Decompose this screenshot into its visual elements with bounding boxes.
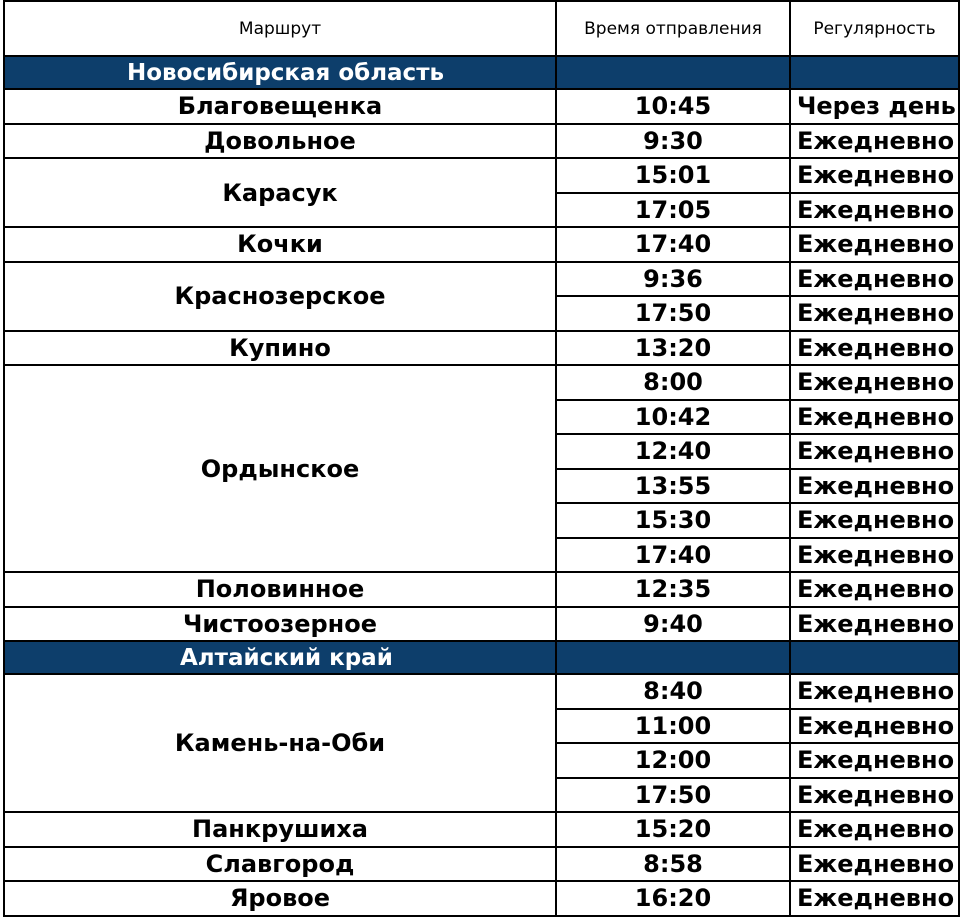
departure-time: 9:36 <box>556 262 790 297</box>
regularity: Ежедневно <box>790 743 959 778</box>
table-row <box>4 847 959 882</box>
departure-time: 8:00 <box>556 365 790 400</box>
schedule-body <box>4 56 959 916</box>
header-row <box>4 1 959 56</box>
route-name: Славгород <box>4 847 556 882</box>
departure-time: 17:40 <box>556 538 790 573</box>
regularity: Ежедневно <box>790 296 959 331</box>
regularity: Ежедневно <box>790 674 959 709</box>
regularity: Ежедневно <box>790 538 959 573</box>
departure-time: 17:50 <box>556 778 790 813</box>
regularity: Ежедневно <box>790 503 959 538</box>
table-row <box>4 262 959 297</box>
region-name: Алтайский край <box>4 641 556 674</box>
route-name: Купино <box>4 331 556 366</box>
departure-time: 10:45 <box>556 89 790 124</box>
table-row <box>4 881 959 916</box>
table-row <box>4 158 959 193</box>
regularity: Ежедневно <box>790 607 959 642</box>
route-name: Довольное <box>4 124 556 159</box>
region-row <box>4 641 959 674</box>
table-row <box>4 89 959 124</box>
departure-time: 12:35 <box>556 572 790 607</box>
regularity: Ежедневно <box>790 331 959 366</box>
table-row <box>4 812 959 847</box>
regularity: Ежедневно <box>790 812 959 847</box>
route-name: Кочки <box>4 227 556 262</box>
route-name: Благовещенка <box>4 89 556 124</box>
departure-time: 12:40 <box>556 434 790 469</box>
departure-time: 16:20 <box>556 881 790 916</box>
departure-time: 15:20 <box>556 812 790 847</box>
regularity-column-header: Регулярность <box>790 1 959 56</box>
regularity: Ежедневно <box>790 778 959 813</box>
route-name: Камень-на-Оби <box>4 674 556 812</box>
departure-time: 15:30 <box>556 503 790 538</box>
regularity: Ежедневно <box>790 881 959 916</box>
region-spacer <box>556 56 790 89</box>
departure-time: 10:42 <box>556 400 790 435</box>
regularity: Ежедневно <box>790 124 959 159</box>
departure-time: 17:50 <box>556 296 790 331</box>
regularity: Ежедневно <box>790 847 959 882</box>
table-row <box>4 572 959 607</box>
schedule-table <box>3 0 960 917</box>
regularity: Ежедневно <box>790 227 959 262</box>
departure-column-header: Время отправления <box>556 1 790 56</box>
regularity: Ежедневно <box>790 469 959 504</box>
table-row <box>4 674 959 709</box>
region-row <box>4 56 959 89</box>
departure-time: 17:05 <box>556 193 790 228</box>
regularity: Ежедневно <box>790 572 959 607</box>
departure-time: 8:58 <box>556 847 790 882</box>
route-name: Панкрушиха <box>4 812 556 847</box>
departure-time: 11:00 <box>556 709 790 744</box>
departure-time: 13:55 <box>556 469 790 504</box>
table-row <box>4 227 959 262</box>
regularity: Ежедневно <box>790 365 959 400</box>
route-name: Ордынское <box>4 365 556 572</box>
route-name: Половинное <box>4 572 556 607</box>
route-name: Яровое <box>4 881 556 916</box>
region-spacer <box>556 641 790 674</box>
departure-time: 17:40 <box>556 227 790 262</box>
route-name: Чистоозерное <box>4 607 556 642</box>
regularity: Ежедневно <box>790 709 959 744</box>
route-name: Карасук <box>4 158 556 227</box>
table-row <box>4 365 959 400</box>
region-spacer <box>790 56 959 89</box>
regularity: Ежедневно <box>790 193 959 228</box>
regularity: Через день <box>790 89 959 124</box>
departure-time: 9:40 <box>556 607 790 642</box>
departure-time: 8:40 <box>556 674 790 709</box>
table-row <box>4 124 959 159</box>
route-column-header: Маршрут <box>4 1 556 56</box>
departure-time: 9:30 <box>556 124 790 159</box>
route-name: Краснозерское <box>4 262 556 331</box>
regularity: Ежедневно <box>790 400 959 435</box>
table-row <box>4 607 959 642</box>
region-name: Новосибирская область <box>4 56 556 89</box>
regularity: Ежедневно <box>790 262 959 297</box>
region-spacer <box>790 641 959 674</box>
departure-time: 13:20 <box>556 331 790 366</box>
regularity: Ежедневно <box>790 158 959 193</box>
regularity: Ежедневно <box>790 434 959 469</box>
departure-time: 12:00 <box>556 743 790 778</box>
departure-time: 15:01 <box>556 158 790 193</box>
table-row <box>4 331 959 366</box>
